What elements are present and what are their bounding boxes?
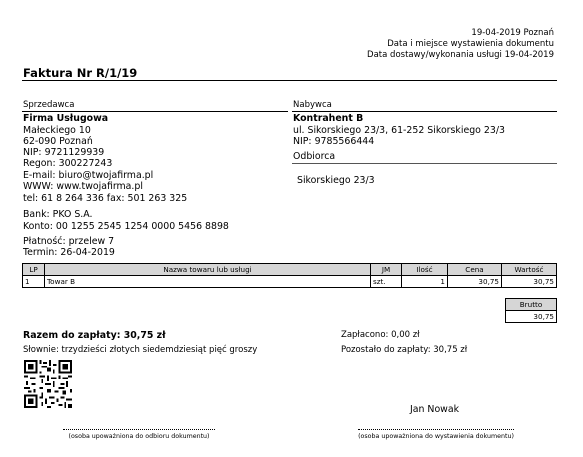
items-table [22, 263, 557, 288]
buyer-rule [292, 111, 557, 112]
cell-value: 30,75 [502, 276, 557, 288]
seller-rule [22, 111, 288, 112]
buyer-name: Kontrahent B [293, 113, 364, 124]
seller-name: Firma Usługowa [23, 113, 109, 124]
issuer-name: Jan Nowak [410, 404, 460, 415]
issuer-caption: (osoba upoważniona do wystawienia dokumentu) [358, 433, 514, 440]
seller-street: Małeckiego 10 [23, 124, 91, 136]
col-lp: LP [23, 264, 45, 276]
seller-nip: NIP: 9721129939 [23, 147, 105, 158]
cell-name: Towar B [45, 276, 371, 288]
invoice-title: Faktura Nr R/1/19 [23, 66, 138, 80]
buyer-heading: Nabywca [293, 100, 332, 110]
amount-remaining: Pozostało do zapłaty: 30,75 zł [341, 345, 468, 355]
cell-price: 30,75 [448, 276, 502, 288]
col-name: Nazwa towaru lub usługi [45, 264, 371, 276]
issue-label: Data i miejsce wystawienia dokumentu [387, 39, 554, 49]
payment-method: Płatność: przelew 7 [23, 235, 115, 247]
recipient-heading: Odbiorca [293, 151, 336, 162]
amount-in-words: Słownie: trzydzieści złotych siedemdziesiąt pięć groszy [23, 345, 258, 355]
issuer-signature-line [358, 429, 514, 430]
seller-phone: tel: 61 8 264 336 fax: 501 263 325 [23, 192, 188, 204]
brutto-box [505, 298, 557, 323]
cell-lp: 1 [23, 276, 45, 288]
delivery-date: Data dostawy/wykonania usługi 19-04-2019 [367, 50, 554, 60]
buyer-nip: NIP: 9785566444 [293, 136, 375, 147]
seller-bank: Bank: PKO S.A. [23, 209, 93, 220]
seller-city: 62-090 Poznań [23, 136, 93, 147]
recipient-address: Sikorskiego 23/3 [297, 174, 375, 186]
seller-account: Konto: 00 1255 2545 1254 0000 5456 8898 [23, 220, 229, 232]
buyer-address: ul. Sikorskiego 23/3, 61-252 Sikorskiego 23/3 [293, 124, 505, 136]
col-qty: Ilość [402, 264, 448, 276]
cell-unit: szt. [371, 276, 402, 288]
seller-heading: Sprzedawca [23, 100, 75, 110]
col-value: Wartość [502, 264, 557, 276]
title-rule [22, 80, 557, 81]
total-to-pay: Razem do zapłaty: 30,75 zł [23, 330, 166, 341]
seller-www: WWW: www.twojafirma.pl [23, 181, 143, 192]
table-header-row [23, 264, 557, 276]
payment-due: Termin: 26-04-2019 [23, 247, 115, 258]
seller-regon: Regon: 300227243 [23, 158, 113, 169]
brutto-value: 30,75 [506, 311, 557, 323]
seller-email: E-mail: biuro@twojafirma.pl [23, 169, 154, 181]
brutto-label: Brutto [506, 299, 557, 311]
amount-paid: Zapłacono: 0,00 zł [341, 330, 420, 340]
col-unit: JM [371, 264, 402, 276]
table-row [23, 276, 557, 288]
place-date: 19-04-2019 Poznań [471, 28, 554, 38]
cell-qty: 1 [402, 276, 448, 288]
receiver-caption: (osoba upoważniona do odbioru dokumentu) [68, 433, 210, 440]
col-price: Cena [448, 264, 502, 276]
qr-code-icon [24, 360, 72, 408]
recipient-rule [292, 163, 557, 164]
receiver-signature-line [63, 429, 215, 430]
